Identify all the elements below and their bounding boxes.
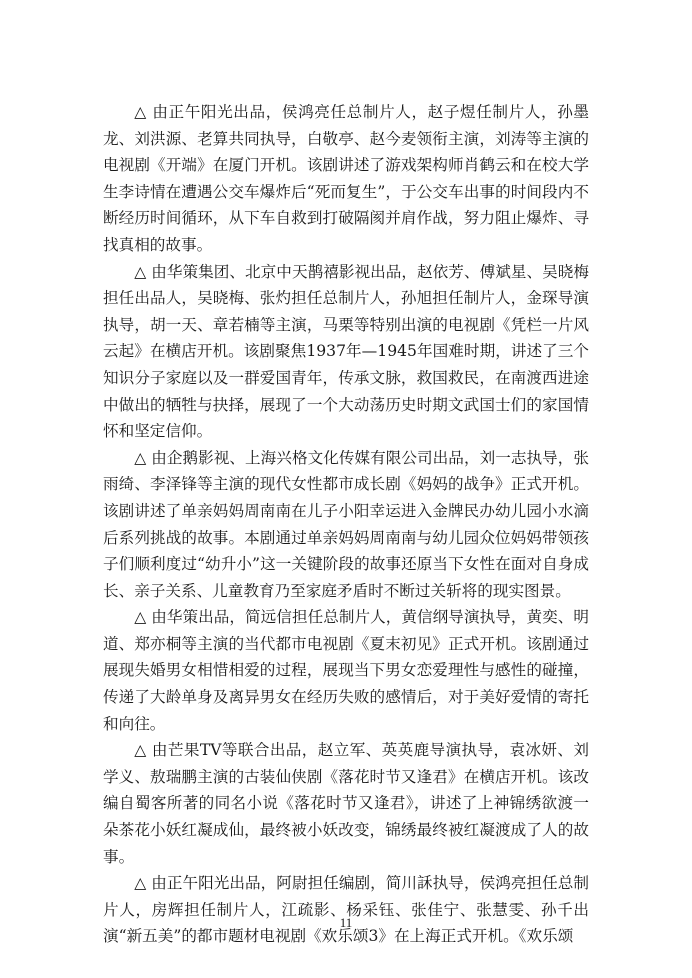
- paragraph-xiamo-chujian: △ 由华策出品，简远信担任总制片人，黄信纲导演执导，黄奕、明道、郑亦桐等主演的当代都市电视剧《夏末初见》正式开机。该剧通过展现失婚男女相惜相爱的过程，展现当下男女恋爱理性与感性的碰撞，传递了大龄单身及离异男女在经历失败的感情后，对于美好爱情的寄托和向往。: [103, 608, 589, 733]
- paragraph-luohua-shijie: △ 由芒果TV等联合出品，赵立军、英英鹿导演执导，袁冰妍、刘学义、敖瑞鹏主演的古装仙侠剧《落花时节又逢君》在横店开机。该改编自蜀客所著的同名小说《落花时节又逢君》，讲述了上神锦绣欲渡一朵茶花小妖红凝成仙，最终被小妖改变，锦绣最终被红凝渡成了人的故事。: [103, 741, 589, 866]
- page-number: 11: [339, 915, 353, 930]
- page-body: [103, 99, 589, 950]
- paragraph-pinglan: △ 由华策集团、北京中天鹊禧影视出品，赵依芳、傅斌星、吴晓梅担任出品人，吴晓梅、张灼担任总制片人，孙旭担任制片人，金琛导演执导，胡一天、章若楠等主演，马栗等特别出演的电视剧《凭栏一片风云起》在横店开机。该剧聚焦1937年—1945年国难时期，讲述了三个知识分子家庭以及一群爱国青年，传承文脉，救国救民，在南渡西进途中做出的牺牲与抉择，展现了一个大动荡历史时期文武国士们的家国情怀和坚定信仰。: [103, 262, 589, 441]
- paragraph-mama-zhanzheng: △ 由企鹅影视、上海兴格文化传媒有限公司出品，刘一志执导，张雨绮、李泽锋等主演的现代女性都市成长剧《妈妈的战争》正式开机。该剧讲述了单亲妈妈周南南在儿子小阳幸运进入金牌民办幼儿园小水滴后系列挑战的故事。本剧通过单亲妈妈周南南与幼儿园众位妈妈带领孩子们顺利度过“幼升小”这一关键阶段的故事还原当下女性在面对自身成长、亲子关系、儿童教育乃至家庭矛盾时不断过关斩将的现实图景。: [103, 448, 589, 600]
- paragraph-kaiduan: △ 由正午阳光出品，侯鸿亮任总制片人，赵子煜任制片人，孙墨龙、刘洪源、老算共同执导，白敬亭、赵今麦领衔主演，刘涛等主演的电视剧《开端》在厦门开机。该剧讲述了游戏架构师肖鹤云和在校大学生李诗情在遭遇公交车爆炸后“死而复生”，于公交车出事的时间段内不断经历时间循环，从下车自救到打破隔阂并肩作战，努力阻止爆炸、寻找真相的故事。: [103, 103, 589, 254]
- paragraph-huanle-song: △ 由正午阳光出品，阿尉担任编剧，简川訸执导，侯鸿亮担任总制片人，房辉担任制片人，江疏影、杨采钰、张佳宁、张慧雯、孙千出演“新五美”的都市题材电视剧《欢乐颂3》在上海正式开机。《欢乐颂: [103, 874, 589, 946]
